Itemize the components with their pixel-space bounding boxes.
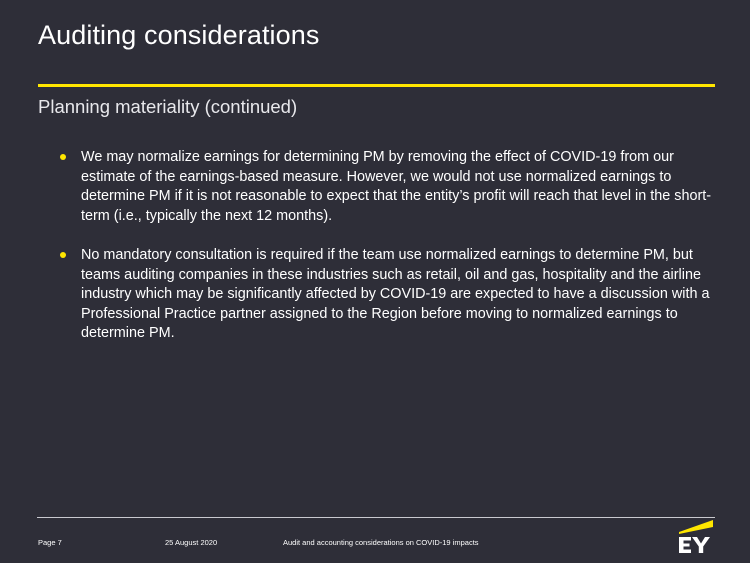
footer-divider — [37, 517, 715, 518]
slide-subtitle: Planning materiality (continued) — [38, 96, 298, 117]
slide-title: Auditing considerations — [38, 20, 320, 50]
bullet-dot-icon — [60, 154, 66, 160]
footer-document-title: Audit and accounting considerations on COVID-19 impacts — [283, 538, 479, 547]
title-divider — [38, 84, 715, 87]
ey-logo-icon — [676, 518, 716, 556]
bullet-dot-icon — [60, 252, 66, 258]
bullet-text: No mandatory consultation is required if the team use normalized earnings to determine PM, but teams auditing companies in these industries such as retail, oil and gas, hospitality and the airline industry which may be significantly affected by COVID-19 are expected to have a discussion with a Professional Practice partner assigned to the Region before moving to normalized earnings to determine PM. — [81, 247, 710, 341]
bullet-list — [58, 148, 718, 364]
bullet-text: We may normalize earnings for determining PM by removing the effect of COVID-19 from our estimate of the earnings-based measure. However, we would not use normalized earnings to determine PM if it is not reasonable to expect that the entity’s profit will reach that level in the short-term (i.e., typically the next 12 months). — [81, 149, 712, 224]
bullet-item — [58, 148, 718, 226]
footer-page-number: Page 7 — [38, 538, 62, 547]
footer-date: 25 August 2020 — [165, 538, 218, 547]
bullet-item — [58, 246, 718, 344]
